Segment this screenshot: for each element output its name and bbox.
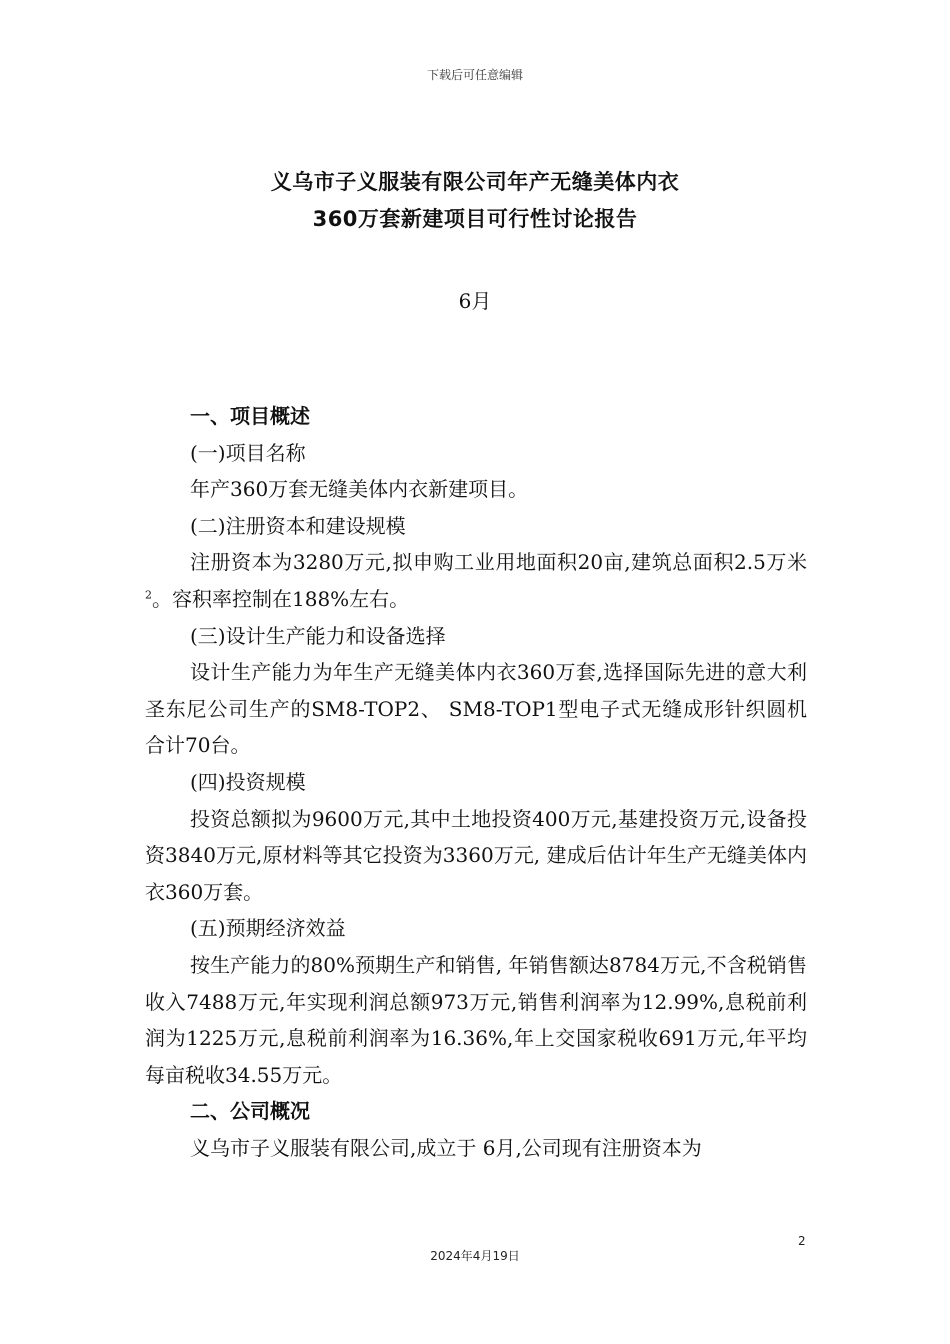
footer-date: 2024年4月19日 (430, 1249, 520, 1263)
subheading-project-name: (一)项目名称 (190, 440, 306, 465)
paragraph-project-name: 年产360万套无缝美体内衣新建项目。 (190, 477, 529, 502)
document-date: 6月 (458, 289, 492, 313)
superscript-square: 2 (145, 588, 152, 602)
paragraph-capital-scale-text-a: 注册资本为3280万元,拟申购工业用地面积20亩,建筑总面积2.5万米 (190, 550, 807, 575)
subheading-capacity-equipment: (三)设计生产能力和设备选择 (190, 623, 446, 648)
paragraph-economic-benefit: 按生产能力的80%预期生产和销售, 年销售额达8784万元,不含税销售收入7488万元,年实现利润总额973万元,销售利润率为12.99%,息税前利润为1225万元,息税前利润率为16.36%,年上交国家税收691万元,年平均每亩税收34.55万元。 (145, 952, 807, 1087)
section-heading-overview: 一、项目概述 (190, 404, 310, 428)
document-title-line-2: 360万套新建项目可行性讨论报告 (312, 207, 638, 231)
paragraph-capacity-equipment: 设计生产能力为年生产无缝美体内衣360万套,选择国际先进的意大利圣东尼公司生产的SM8-TOP2、 SM8-TOP1型电子式无缝成形针织圆机合计70台。 (145, 660, 807, 758)
subheading-economic-benefit: (五)预期经济效益 (190, 916, 346, 941)
paragraph-investment-scale: 投资总额拟为9600万元,其中土地投资400万元,基建投资万元,设备投资3840万元,原材料等其它投资为3360万元, 建成后估计年生产无缝美体内衣360万套。 (145, 806, 807, 904)
page-number: 2 (798, 1234, 806, 1248)
subheading-investment-scale: (四)投资规模 (190, 769, 306, 794)
document-title-line-1: 义乌市子义服装有限公司年产无缝美体内衣 (270, 170, 680, 194)
section-heading-company: 二、公司概况 (190, 1099, 310, 1124)
header-note: 下载后可任意编辑 (426, 68, 523, 82)
paragraph-capital-scale-text-b: 。容积率控制在188%左右。 (152, 586, 410, 611)
paragraph-company: 义乌市子义服装有限公司,成立于 6月,公司现有注册资本为 (190, 1135, 702, 1160)
subheading-capital-scale: (二)注册资本和建设规模 (190, 513, 406, 538)
document-body (145, 398, 807, 1166)
paragraph-capital-scale (145, 544, 807, 617)
